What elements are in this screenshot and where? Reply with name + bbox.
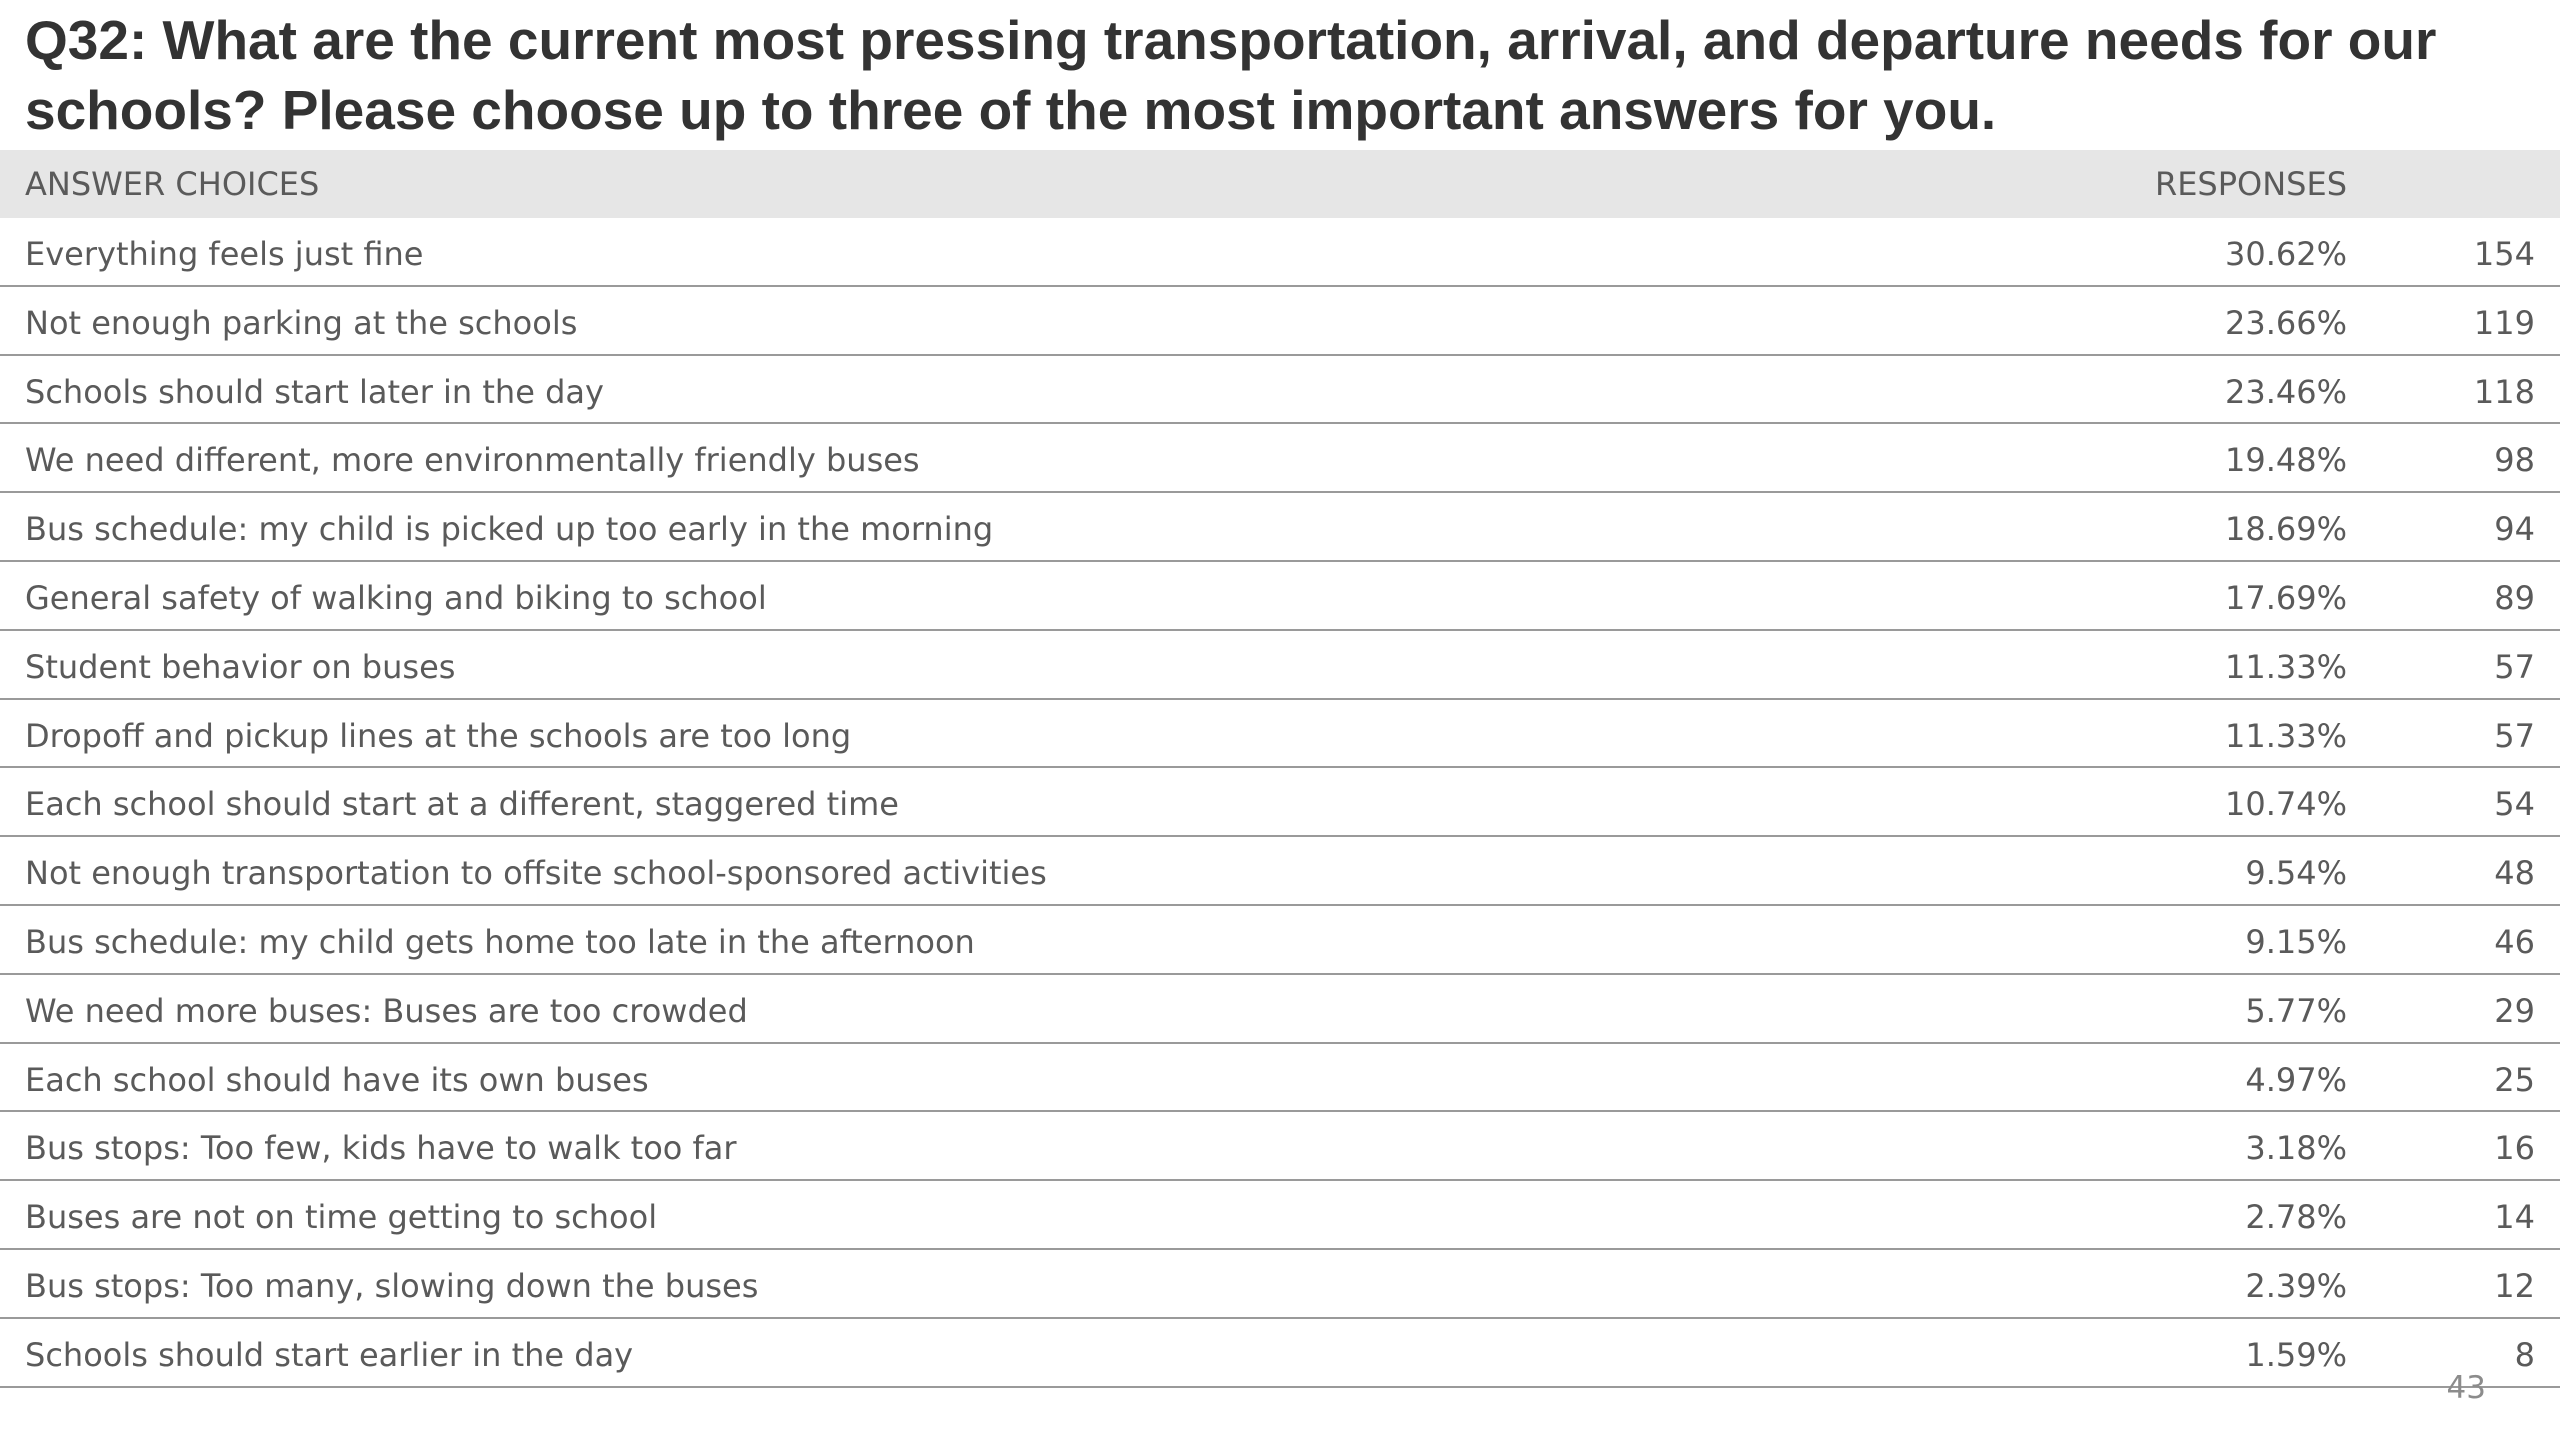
response-percent: 2.78% <box>2245 1198 2347 1237</box>
response-count: 94 <box>2494 510 2535 549</box>
table-row <box>0 837 2560 906</box>
response-percent: 3.18% <box>2245 1129 2347 1168</box>
response-percent: 4.97% <box>2245 1060 2347 1099</box>
table-row <box>0 906 2560 975</box>
response-percent: 23.46% <box>2224 372 2347 411</box>
table-row <box>0 700 2560 769</box>
table-row <box>0 287 2560 356</box>
response-count: 54 <box>2494 785 2535 824</box>
table-row <box>0 631 2560 700</box>
response-percent: 11.33% <box>2224 647 2347 686</box>
answer-choices-header: ANSWER CHOICES <box>25 165 320 203</box>
response-percent: 18.69% <box>2224 510 2347 549</box>
answer-choice-label: General safety of walking and biking to school <box>25 578 767 617</box>
answer-choice-label: We need different, more environmentally friendly buses <box>25 441 920 480</box>
answer-choice-label: Student behavior on buses <box>25 647 456 686</box>
response-count: 8 <box>2514 1335 2535 1374</box>
response-count: 12 <box>2494 1266 2535 1305</box>
response-count: 16 <box>2494 1129 2535 1168</box>
response-percent: 17.69% <box>2224 578 2347 617</box>
table-row <box>0 493 2560 562</box>
answer-choice-label: Bus schedule: my child gets home too late in the afternoon <box>25 922 975 961</box>
responses-header: RESPONSES <box>2154 165 2347 203</box>
answer-choice-label: Each school should have its own buses <box>25 1060 649 1099</box>
table-row <box>0 1044 2560 1113</box>
answer-choice-label: Buses are not on time getting to school <box>25 1198 658 1237</box>
response-count: 46 <box>2494 922 2535 961</box>
response-percent: 5.77% <box>2245 991 2347 1030</box>
table-row <box>0 1181 2560 1250</box>
response-count: 25 <box>2494 1060 2535 1099</box>
table-row <box>0 424 2560 493</box>
question-title: Q32: What are the current most pressing transportation, arrival, and departure needs for our schools? Please choose up to three of the most important answers for you. <box>25 9 2437 141</box>
response-percent: 1.59% <box>2245 1335 2347 1374</box>
answer-choice-label: Schools should start later in the day <box>25 372 604 411</box>
response-count: 89 <box>2494 578 2535 617</box>
response-percent: 23.66% <box>2224 303 2347 342</box>
response-count: 98 <box>2494 441 2535 480</box>
table-body <box>0 218 2560 1388</box>
response-percent: 19.48% <box>2224 441 2347 480</box>
response-count: 29 <box>2494 991 2535 1030</box>
response-percent: 10.74% <box>2224 785 2347 824</box>
answer-choice-label: Everything feels just fine <box>25 235 424 273</box>
answer-choice-label: Bus stops: Too few, kids have to walk too far <box>25 1129 737 1168</box>
table-row <box>0 562 2560 631</box>
table-row <box>0 1250 2560 1319</box>
response-percent: 30.62% <box>2224 235 2347 273</box>
answer-choice-label: Not enough transportation to offsite school-sponsored activities <box>25 854 1047 893</box>
response-percent: 9.15% <box>2245 922 2347 961</box>
responses-table <box>0 150 2560 1388</box>
response-count: 48 <box>2494 854 2535 893</box>
response-count: 57 <box>2494 716 2535 755</box>
answer-choice-label: Bus stops: Too many, slowing down the buses <box>25 1266 759 1305</box>
table-row <box>0 356 2560 425</box>
table-row <box>0 1319 2560 1388</box>
answer-choice-label: Schools should start earlier in the day <box>25 1335 634 1374</box>
response-count: 118 <box>2473 372 2535 411</box>
answer-choice-label: Not enough parking at the schools <box>25 303 578 342</box>
answer-choice-label: Bus schedule: my child is picked up too early in the morning <box>25 510 994 549</box>
response-count: 119 <box>2473 303 2535 342</box>
table-row <box>0 975 2560 1044</box>
response-percent: 11.33% <box>2224 716 2347 755</box>
response-percent: 2.39% <box>2245 1266 2347 1305</box>
answer-choice-label: Dropoff and pickup lines at the schools are too long <box>25 716 852 755</box>
response-count: 14 <box>2494 1198 2535 1237</box>
table-row <box>0 1112 2560 1181</box>
answer-choice-label: Each school should start at a different, staggered time <box>25 785 899 824</box>
table-header <box>0 150 2560 218</box>
response-count: 154 <box>2473 235 2535 273</box>
table-row <box>0 768 2560 837</box>
response-count: 57 <box>2494 647 2535 686</box>
page-number: 43 <box>2446 1370 2486 1406</box>
response-percent: 9.54% <box>2245 854 2347 893</box>
table-row <box>0 218 2560 287</box>
answer-choice-label: We need more buses: Buses are too crowded <box>25 991 748 1030</box>
